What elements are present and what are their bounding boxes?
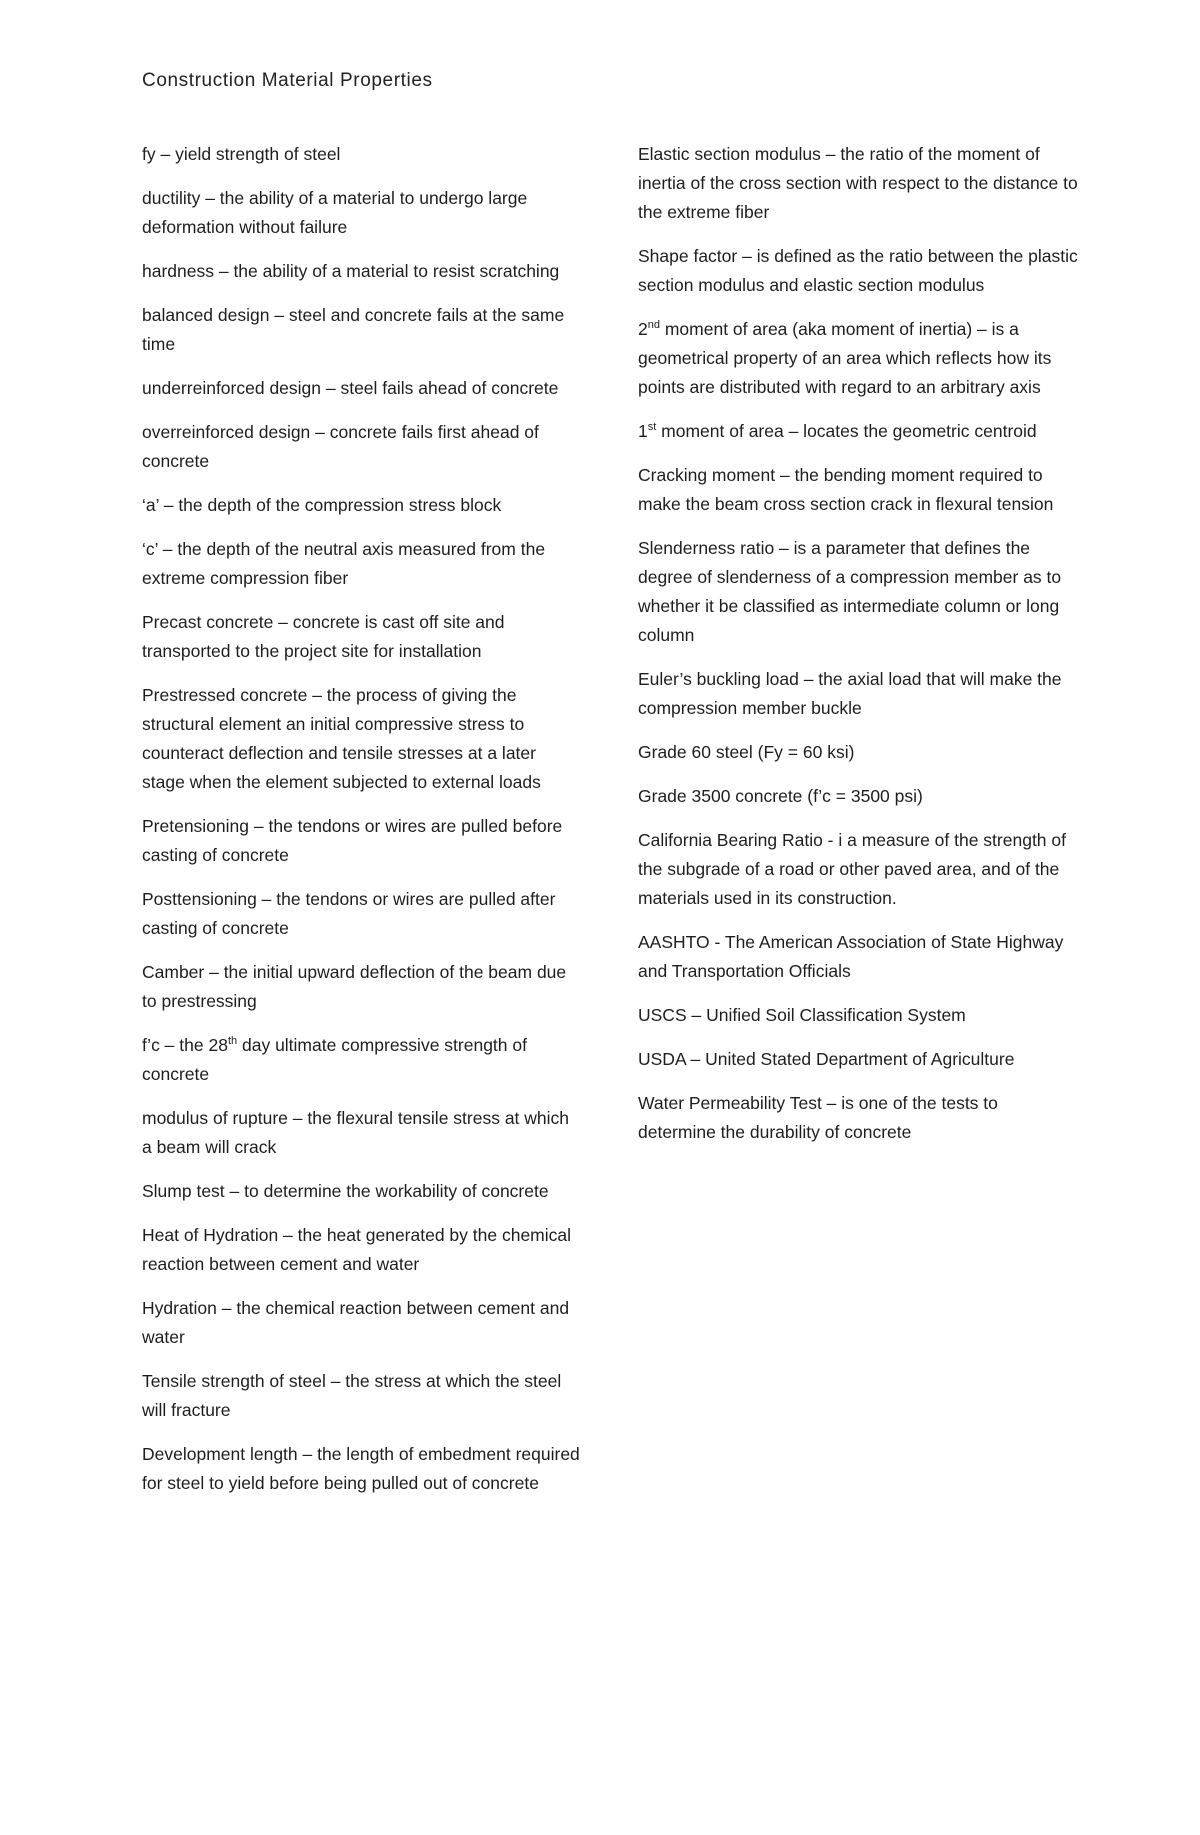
page-header: Construction Material Properties <box>142 70 433 91</box>
definition-entry: Elastic section modulus – the ratio of the moment of inertia of the cross section with respect to the distance to the extreme fiber <box>638 144 1078 222</box>
definition-entry: USDA – United Stated Department of Agriculture <box>638 1049 1015 1069</box>
definition-entry: Posttensioning – the tendons or wires are pulled after casting of concrete <box>142 889 556 938</box>
definition-entry: underreinforced design – steel fails ahead of concrete <box>142 378 559 398</box>
entry-text: moment of area (aka moment of inertia) – is a geometrical property of an area which reflects how its points are distributed with regard to an arbitrary axis <box>638 319 1052 397</box>
left-column <box>142 140 582 1513</box>
definition-entry: Tensile strength of steel – the stress at which the steel will fracture <box>142 1371 562 1420</box>
definition-entry: Cracking moment – the bending moment required to make the beam cross section crack in flexural tension <box>638 465 1054 514</box>
ordinal-suffix: th <box>227 1035 238 1048</box>
definition-entry: ‘a’ – the depth of the compression stress block <box>142 495 502 515</box>
definition-entry: Grade 3500 concrete (f’c = 3500 psi) <box>638 786 923 806</box>
definition-entry: hardness – the ability of a material to resist scratching <box>142 261 560 281</box>
definition-entry: Heat of Hydration – the heat generated by the chemical reaction between cement and water <box>142 1225 572 1274</box>
definition-entry: Development length – the length of embedment required for steel to yield before being pulled out of concrete <box>142 1444 580 1493</box>
ordinal-suffix: nd <box>647 319 660 332</box>
definition-entry: overreinforced design – concrete fails first ahead of concrete <box>142 422 539 471</box>
definition-entry <box>638 315 1078 402</box>
definition-entry: ductility – the ability of a material to undergo large deformation without failure <box>142 188 528 237</box>
right-column <box>638 140 1078 1162</box>
definition-entry: Water Permeability Test – is one of the tests to determine the durability of concrete <box>638 1093 998 1142</box>
entry-text: 1 <box>638 421 648 441</box>
definition-entry: balanced design – steel and concrete fails at the same time <box>142 305 565 354</box>
entry-text: moment of area – locates the geometric centroid <box>656 421 1037 441</box>
entry-text: 2 <box>638 319 648 339</box>
definition-entry: AASHTO - The American Association of State Highway and Transportation Officials <box>638 932 1064 981</box>
definition-entry: fy – yield strength of steel <box>142 144 341 164</box>
definition-entry: Prestressed concrete – the process of giving the structural element an initial compressive stress to counteract deflection and tensile stresses at a later stage when the element subjected to external loads <box>142 685 541 792</box>
definition-entry: Hydration – the chemical reaction between cement and water <box>142 1298 570 1347</box>
definition-entry: modulus of rupture – the flexural tensile stress at which a beam will crack <box>142 1108 570 1157</box>
definition-entry: Precast concrete – concrete is cast off site and transported to the project site for installation <box>142 612 505 661</box>
definition-entry <box>638 417 1078 446</box>
definition-entry: Slenderness ratio – is a parameter that defines the degree of slenderness of a compression member as to whether it be classified as intermediate column or long column <box>638 538 1062 645</box>
definition-entry: California Bearing Ratio - i a measure of the strength of the subgrade of a road or other paved area, and of the materials used in its construction. <box>638 830 1066 908</box>
definition-entry <box>142 1031 582 1089</box>
ordinal-suffix: st <box>647 421 657 434</box>
definition-entry: Camber – the initial upward deflection of the beam due to prestressing <box>142 962 567 1011</box>
definition-entry: USCS – Unified Soil Classification System <box>638 1005 966 1025</box>
entry-text: day ultimate compressive strength of concrete <box>142 1035 527 1084</box>
definition-entry: Grade 60 steel (Fy = 60 ksi) <box>638 742 855 762</box>
entry-text: f’c – the 28 <box>142 1035 228 1055</box>
definition-entry: Slump test – to determine the workability of concrete <box>142 1181 549 1201</box>
definition-entry: ‘c’ – the depth of the neutral axis measured from the extreme compression fiber <box>142 539 546 588</box>
definition-entry: Pretensioning – the tendons or wires are pulled before casting of concrete <box>142 816 563 865</box>
definition-entry: Euler’s buckling load – the axial load that will make the compression member buckle <box>638 669 1062 718</box>
definition-entry: Shape factor – is defined as the ratio between the plastic section modulus and elastic section modulus <box>638 246 1078 295</box>
